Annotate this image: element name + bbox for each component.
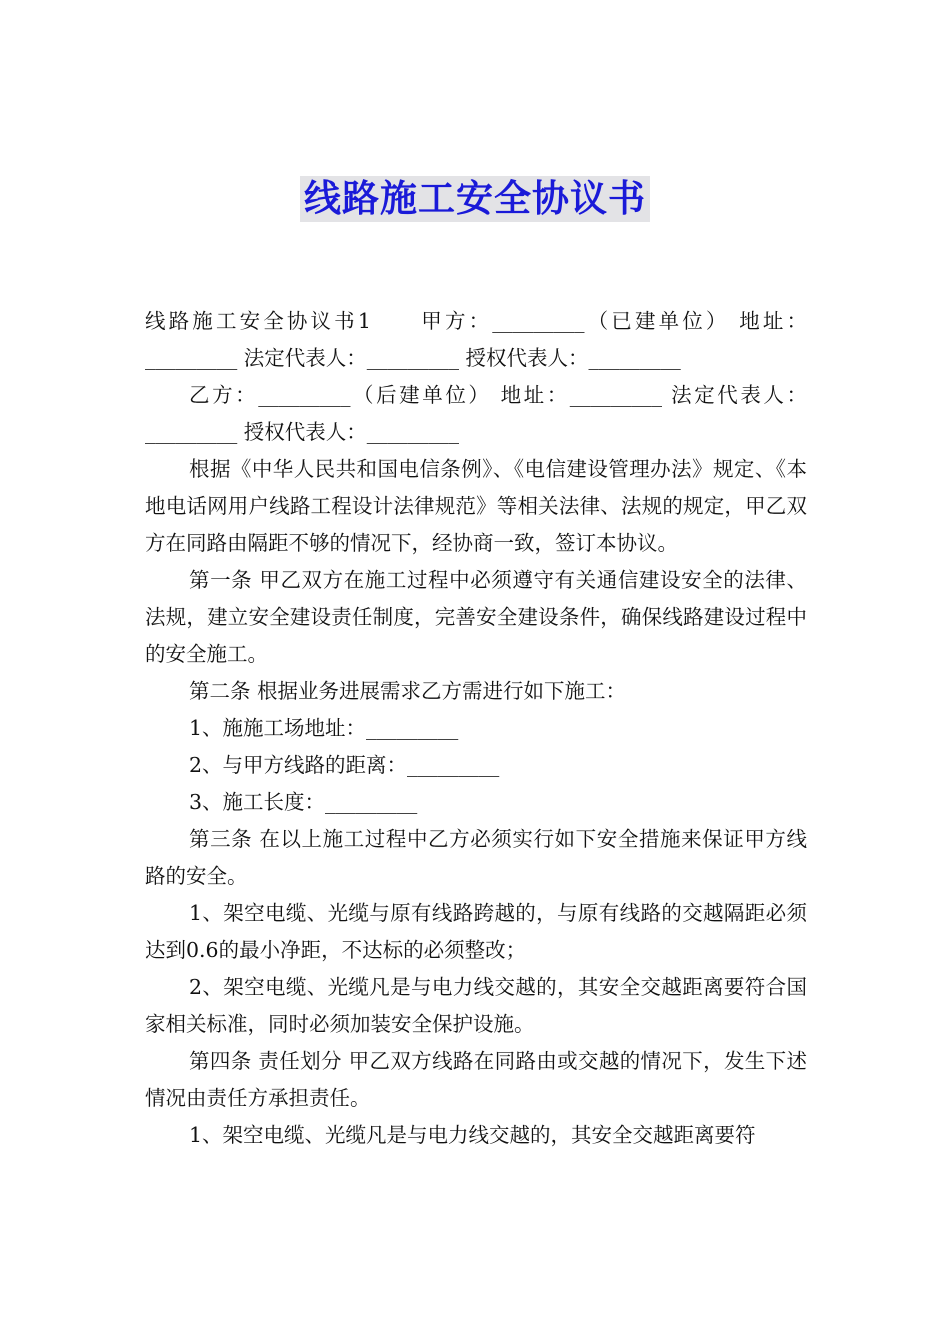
paragraph-item-length: 3、施工长度：_________	[189, 790, 418, 814]
document-body	[145, 303, 807, 1154]
paragraph-article-4-item-1: 1、架空电缆、光缆凡是与电力线交越的，其安全交越距离要符	[189, 1123, 756, 1147]
paragraph-article-4: 第四条 责任划分 甲乙双方线路在同路由或交越的情况下，发生下述情况由责任方承担责任。	[145, 1049, 807, 1110]
paragraph-article-3-item-2: 2、架空电缆、光缆凡是与电力线交越的，其安全交越距离要符合国家相关标准，同时必须加装安全保护设施。	[145, 975, 807, 1036]
paragraph-item-distance: 2、与甲方线路的距离：_________	[189, 753, 500, 777]
document-title: 线路施工安全协议书	[300, 176, 650, 222]
paragraph-item-site: 1、施施工场地址：_________	[189, 716, 459, 740]
title-container	[0, 176, 950, 222]
paragraph-party-a: 线路施工安全协议书1 甲方：_________（已建单位） 地址：_________ 法定代表人：_________ 授权代表人：_________	[145, 309, 807, 370]
paragraph-article-1: 第一条 甲乙双方在施工过程中必须遵守有关通信建设安全的法律、法规，建立安全建设责任制度，完善安全建设条件，确保线路建设过程中的安全施工。	[145, 568, 807, 666]
paragraph-party-b: 乙方：_________（后建单位） 地址：_________ 法定代表人：_________ 授权代表人：_________	[145, 383, 807, 444]
paragraph-article-3-item-1: 1、架空电缆、光缆与原有线路跨越的，与原有线路的交越隔距必须达到0.6的最小净距，不达标的必须整改；	[145, 901, 807, 962]
paragraph-article-2: 第二条 根据业务进展需求乙方需进行如下施工：	[189, 679, 627, 703]
paragraph-article-3: 第三条 在以上施工过程中乙方必须实行如下安全措施来保证甲方线路的安全。	[145, 827, 807, 888]
paragraph-basis: 根据《中华人民共和国电信条例》、《电信建设管理办法》规定、《本地电话网用户线路工程设计法律规范》等相关法律、法规的规定，甲乙双方在同路由隔距不够的情况下，经协商一致，签订本协议。	[145, 457, 807, 555]
